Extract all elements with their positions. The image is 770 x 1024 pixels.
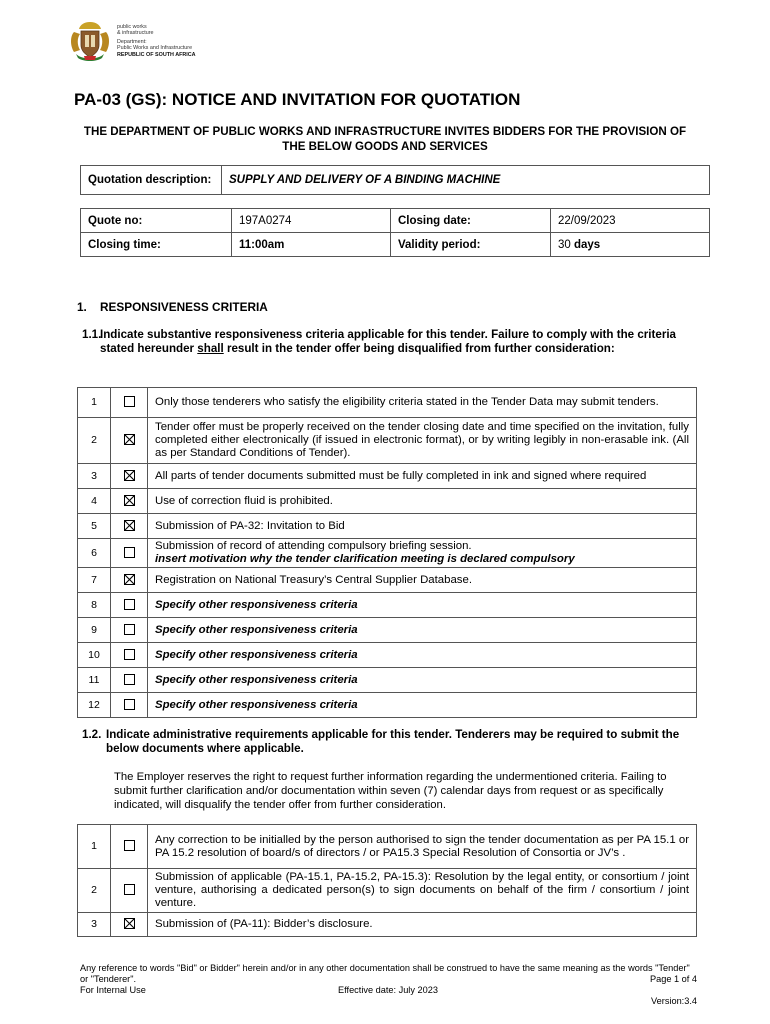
quotation-description-table (80, 165, 710, 195)
checked-checkbox[interactable] (124, 470, 135, 481)
row-number: 1 (78, 388, 111, 418)
subsection-1-1 (82, 328, 702, 356)
checkbox-cell[interactable] (111, 869, 148, 913)
logo-line: Department: (117, 38, 147, 45)
subsection-text-emphasis: shall (197, 342, 224, 355)
checkbox-cell[interactable] (111, 514, 148, 539)
checkbox[interactable] (124, 674, 135, 685)
checkbox-cell[interactable] (111, 618, 148, 643)
criteria-row (78, 514, 697, 539)
criteria-text-line: Tender offer must be properly received on the tender closing date and time specified on the invitation, fully completed either electronically (if issued in electronic format), or by writing legibly in non-erasable ink. (All as per Standard Conditions of Tender). (155, 421, 689, 459)
criteria-text (148, 593, 697, 618)
checkbox-cell[interactable] (111, 418, 148, 464)
criteria-placeholder-text: Specify other responsiveness criteria (155, 623, 358, 636)
criteria-row (78, 568, 697, 593)
criteria-text (148, 825, 697, 869)
row-number: 3 (78, 464, 111, 489)
checkbox-cell[interactable] (111, 668, 148, 693)
criteria-text (148, 539, 697, 568)
row-number: 7 (78, 568, 111, 593)
checkbox[interactable] (124, 840, 135, 851)
criteria-text-line: Submission of (PA-11): Bidder’s disclosure. (155, 918, 373, 930)
checkbox-cell[interactable] (111, 568, 148, 593)
page-number: Page 1 of 4 (650, 974, 697, 984)
criteria-text-line: Use of correction fluid is prohibited. (155, 494, 333, 507)
administrative-requirements-table (77, 824, 697, 937)
logo-line: Public Works and Infrastructure (117, 45, 193, 52)
row-number: 5 (78, 514, 111, 539)
checkbox-cell[interactable] (111, 539, 148, 568)
criteria-text-line: Registration on National Treasury’s Central Supplier Database. (155, 573, 472, 586)
section-heading: 1. RESPONSIVENESS CRITERIA (77, 300, 268, 314)
footer-note: Any reference to words "Bid" or Bidder" herein and/or in any other documentation shall be construed to have the same meaning as the words "Tender" or "Tenderer". (80, 963, 690, 984)
criteria-text (148, 668, 697, 693)
criteria-row (78, 693, 697, 718)
logo-line: & infrastructure (117, 30, 154, 37)
checkbox[interactable] (124, 547, 135, 558)
subsection-text-part: result in the tender offer being disqualified from further consideration: (223, 342, 615, 355)
closing-time-value: 11:00am (232, 233, 391, 257)
validity-period-label: Validity period: (391, 233, 551, 257)
criteria-text-line: Submission of PA-32: Invitation to Bid (155, 519, 345, 532)
checkbox-cell[interactable] (111, 593, 148, 618)
quotation-description-value: SUPPLY AND DELIVERY OF A BINDING MACHINE (222, 166, 710, 195)
page-subtitle: THE DEPARTMENT OF PUBLIC WORKS AND INFRASTRUCTURE INVITES BIDDERS FOR THE PROVISION OF THE BELOW GOODS AND SERVICES (83, 125, 687, 153)
checkbox-cell[interactable] (111, 825, 148, 869)
criteria-text (148, 489, 697, 514)
row-number: 9 (78, 618, 111, 643)
closing-date-label: Closing date: (391, 209, 551, 233)
criteria-text (148, 693, 697, 718)
criteria-row (78, 388, 697, 418)
checked-checkbox[interactable] (124, 434, 135, 445)
criteria-text-line: Any correction to be initialled by the person authorised to sign the tender documentation as per PA 15.1 or PA 15.2 resolution of board/s of directors / or PA15.3 Special Resolution of Consortia or JV’s . (155, 833, 689, 859)
criteria-text-line: Submission of record of attending compulsory briefing session. (155, 540, 472, 552)
internal-use-label: For Internal Use (80, 985, 146, 995)
row-number: 12 (78, 693, 111, 718)
logo-text (117, 24, 196, 58)
closing-date-value: 22/09/2023 (551, 209, 710, 233)
version-label: Version:3.4 (651, 996, 697, 1006)
criteria-placeholder-text: Specify other responsiveness criteria (155, 673, 358, 686)
criteria-row (78, 489, 697, 514)
coat-of-arms-icon (66, 20, 114, 64)
subsection-text: Indicate administrative requirements applicable for this tender. Tenderers may be required to submit the below documents where applicable. (106, 728, 680, 755)
quote-no-value: 197A0274 (232, 209, 391, 233)
subsection-text-part: Indicate substantive responsiveness criteria applicable for this tender. Failure to comply with the criteria stated hereunder (100, 328, 676, 355)
criteria-text (148, 913, 697, 937)
quote-no-label: Quote no: (81, 209, 232, 233)
criteria-placeholder-text: insert motivation why the tender clarification meeting is declared compulsory (155, 553, 575, 565)
subsection-number: 1.2. (82, 728, 102, 741)
criteria-text (148, 618, 697, 643)
criteria-row (78, 539, 697, 568)
checkbox[interactable] (124, 884, 135, 895)
criteria-row (78, 643, 697, 668)
checkbox[interactable] (124, 396, 135, 407)
criteria-row (78, 913, 697, 937)
criteria-text-line: All parts of tender documents submitted must be fully completed in ink and signed where required (155, 469, 647, 482)
criteria-placeholder-text: Specify other responsiveness criteria (155, 698, 358, 711)
criteria-text (148, 464, 697, 489)
row-number: 3 (78, 913, 111, 937)
row-number: 4 (78, 489, 111, 514)
subsection-1-2 (82, 728, 702, 756)
logo-line: REPUBLIC OF SOUTH AFRICA (117, 51, 196, 58)
row-number: 6 (78, 539, 111, 568)
checkbox[interactable] (124, 599, 135, 610)
criteria-text (148, 643, 697, 668)
checkbox-cell[interactable] (111, 693, 148, 718)
checked-checkbox[interactable] (124, 574, 135, 585)
row-number: 11 (78, 668, 111, 693)
criteria-row (78, 869, 697, 913)
logo-line: public works (117, 24, 147, 30)
checked-checkbox[interactable] (124, 495, 135, 506)
effective-date: Effective date: July 2023 (338, 985, 438, 995)
checkbox-cell[interactable] (111, 388, 148, 418)
checkbox[interactable] (124, 649, 135, 660)
employer-notice: The Employer reserves the right to request further information regarding the undermentioned criteria. Failing to submit further clarification and/or documentation within seven (7) calendar days from request or as specifically indicated, will disqualify the tender offer from further consideration. (114, 771, 667, 811)
row-number: 2 (78, 869, 111, 913)
validity-period-value (551, 233, 710, 257)
criteria-row (78, 418, 697, 464)
validity-number: 30 (558, 238, 571, 251)
checkbox[interactable] (124, 624, 135, 635)
checked-checkbox[interactable] (124, 918, 135, 929)
criteria-placeholder-text: Specify other responsiveness criteria (155, 598, 358, 611)
criteria-text (148, 514, 697, 539)
criteria-text (148, 388, 697, 418)
quotation-description-label: Quotation description: (81, 166, 222, 195)
responsiveness-criteria-table (77, 387, 697, 718)
criteria-row (78, 464, 697, 489)
criteria-row (78, 618, 697, 643)
checkbox-cell[interactable] (111, 489, 148, 514)
subsection-text (100, 328, 702, 356)
checkbox-cell[interactable] (111, 464, 148, 489)
criteria-text (148, 869, 697, 913)
page-title: PA-03 (GS): NOTICE AND INVITATION FOR QUOTATION (74, 90, 521, 109)
criteria-text-line: Submission of applicable (PA-15.1, PA-15.2, PA-15.3): Resolution by the legal entity, or consortium / joint venture, authorising a dedicated person(s) to sign documents on behalf of the firm / consortium / joint venture. (155, 871, 689, 909)
subsection-number: 1.1. (82, 328, 102, 341)
criteria-placeholder-text: Specify other responsiveness criteria (155, 648, 358, 661)
row-number: 8 (78, 593, 111, 618)
validity-unit: days (570, 238, 601, 251)
criteria-text (148, 418, 697, 464)
closing-time-label: Closing time: (81, 233, 232, 257)
row-number: 1 (78, 825, 111, 869)
row-number: 10 (78, 643, 111, 668)
checkbox[interactable] (124, 699, 135, 710)
criteria-text (148, 568, 697, 593)
checkbox-cell[interactable] (111, 643, 148, 668)
criteria-row (78, 593, 697, 618)
checkbox-cell[interactable] (111, 913, 148, 937)
row-number: 2 (78, 418, 111, 464)
quote-details-table (80, 208, 710, 257)
criteria-row (78, 825, 697, 869)
checked-checkbox[interactable] (124, 520, 135, 531)
criteria-row (78, 668, 697, 693)
criteria-text-line: Only those tenderers who satisfy the eligibility criteria stated in the Tender Data may submit tenders. (155, 396, 659, 408)
